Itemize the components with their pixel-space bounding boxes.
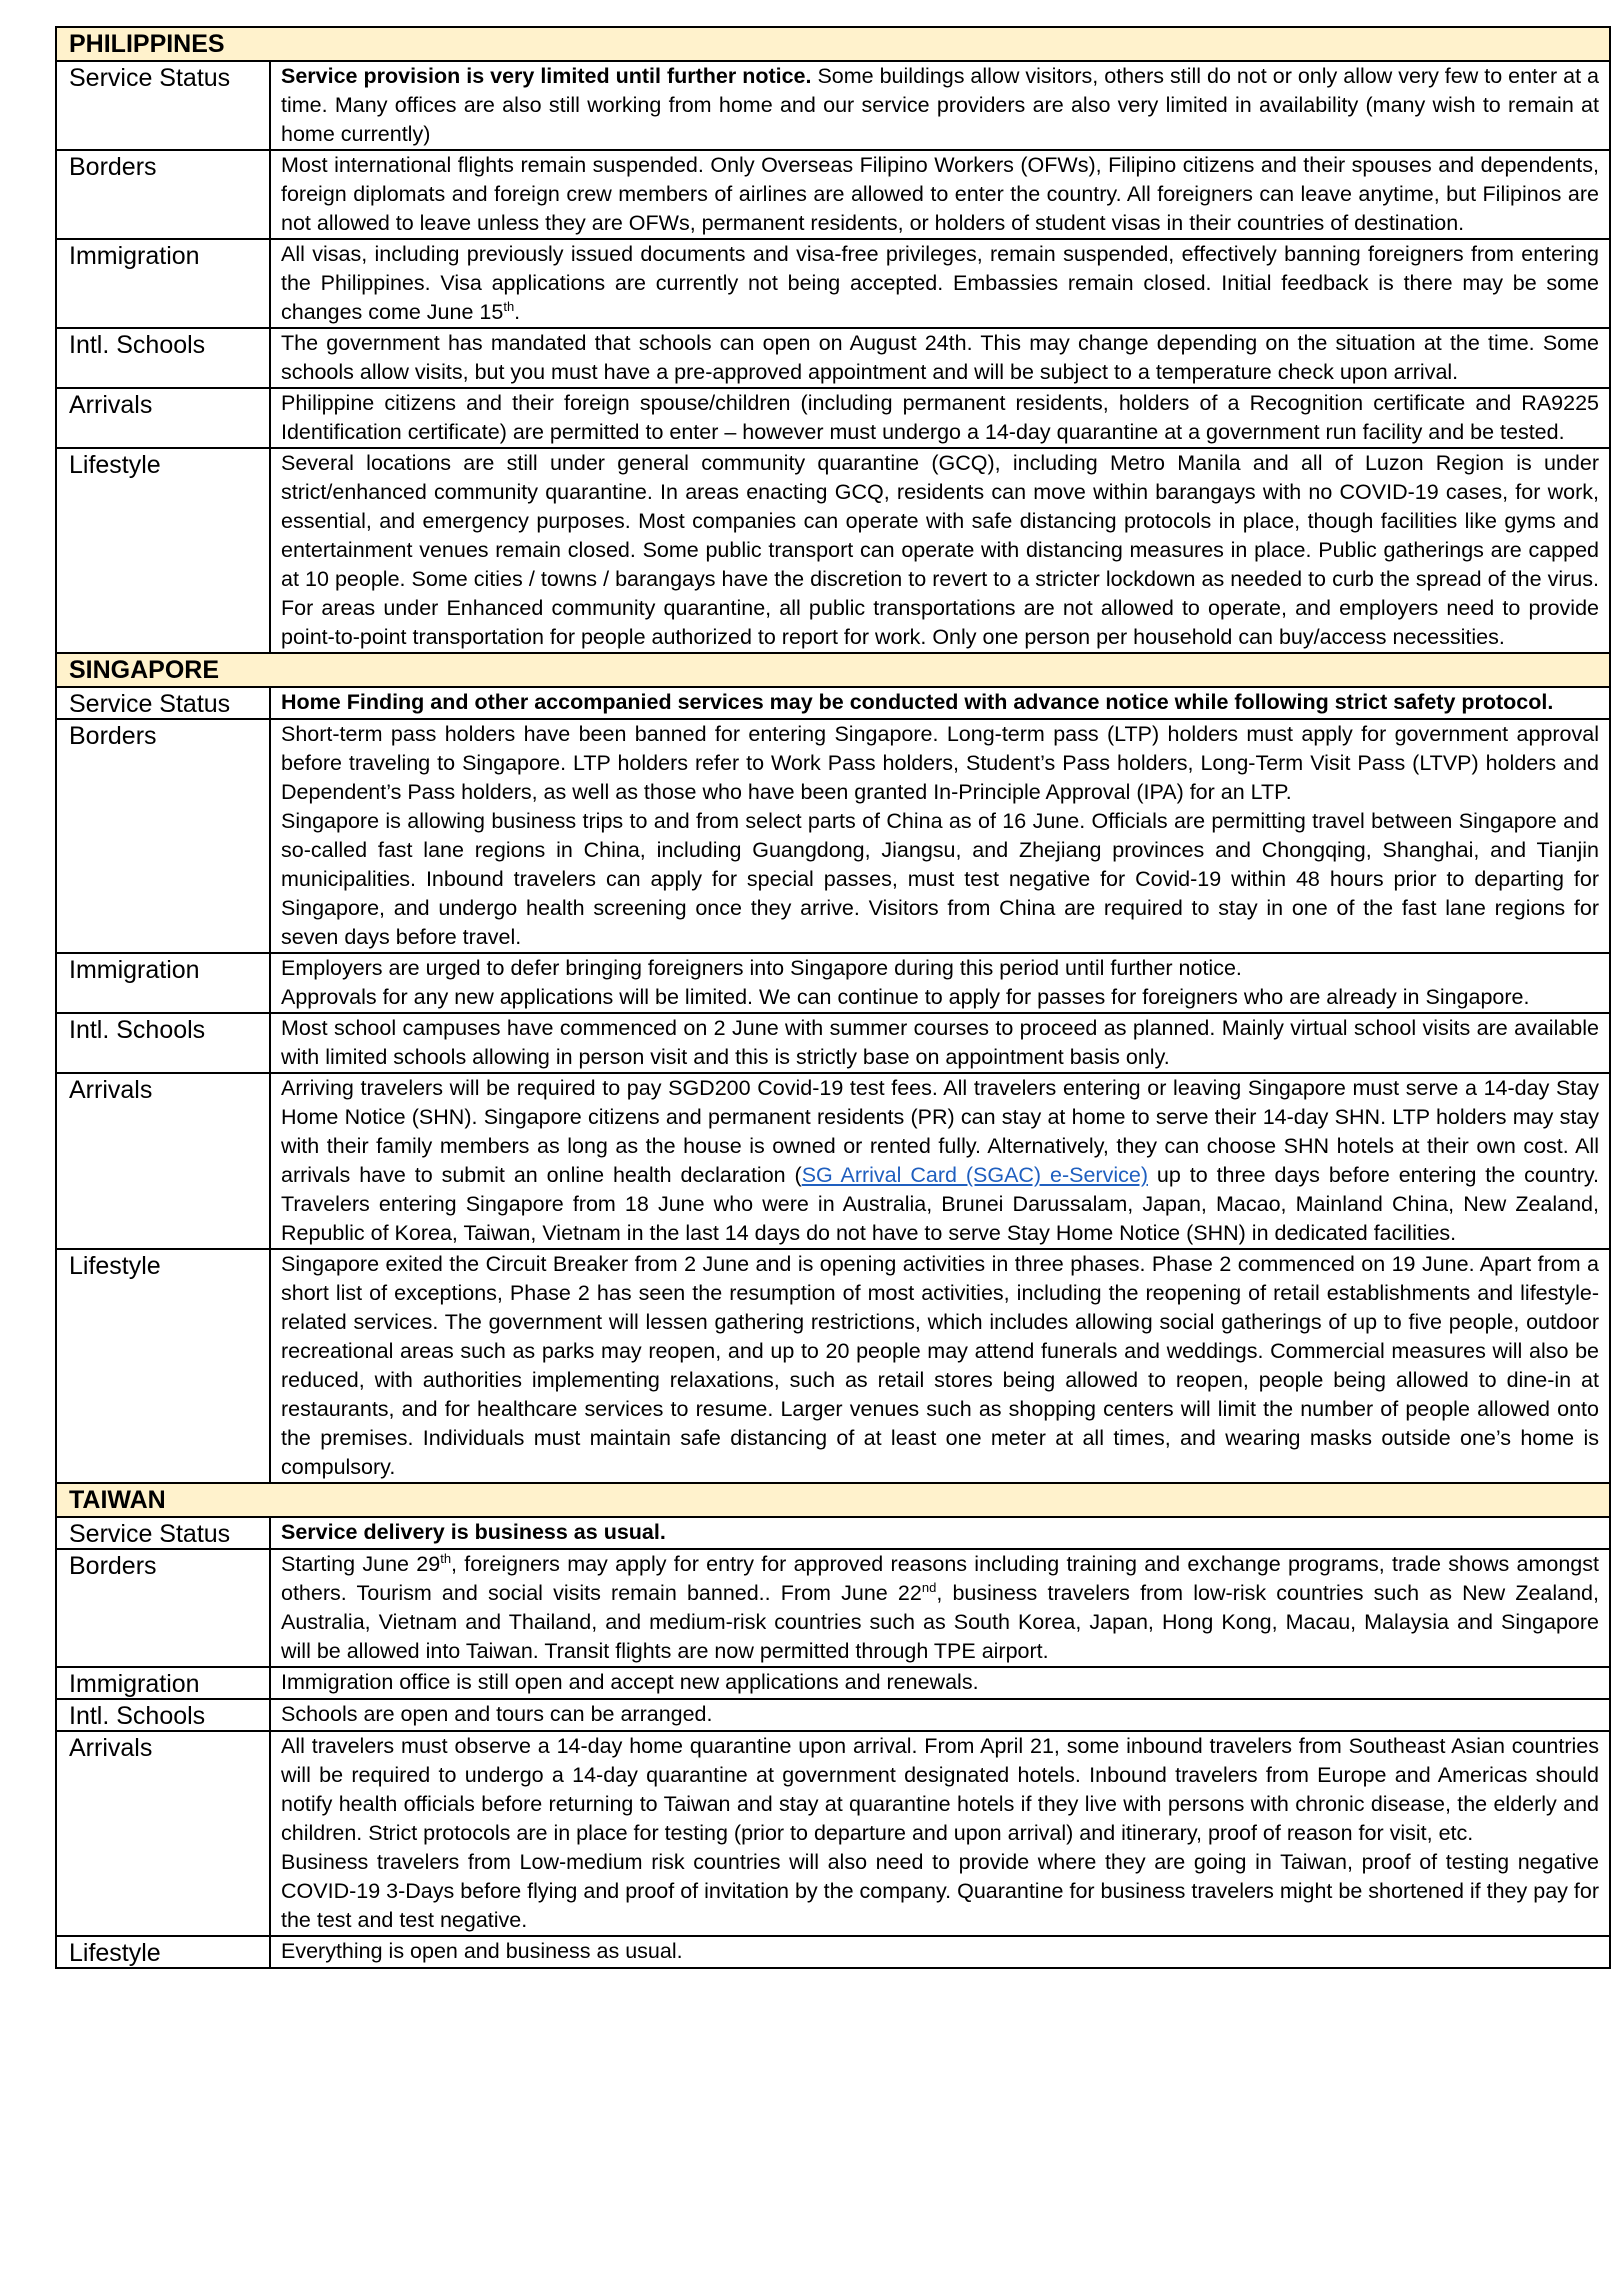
row-label: Immigration bbox=[56, 239, 270, 328]
row-label: Immigration bbox=[56, 1667, 270, 1699]
row-paragraph: All travelers must observe a 14-day home quarantine upon arrival. From April 21, some inbound travelers from Southeast Asian countries will be required to undergo a 14-day quarantine at government designated hotels. Inbound travelers from Europe and Americas should notify health officials before returning to Taiwan and stay at quarantine hotels if they live with persons with chronic disease, the elderly and children. Strict protocols are in place for testing (prior to departure and upon arrival) and itinerary, proof of reason for visit, etc. bbox=[281, 1734, 1599, 1845]
table-row bbox=[56, 61, 1610, 150]
table-row bbox=[56, 1699, 1610, 1731]
row-content: Schools are open and tours can be arranged. bbox=[270, 1699, 1610, 1731]
row-label: Arrivals bbox=[56, 1731, 270, 1936]
table-row bbox=[56, 1936, 1610, 1968]
country-status-table bbox=[55, 26, 1611, 1969]
service-status-lead: Service delivery is business as usual. bbox=[281, 1520, 666, 1544]
country-name: SINGAPORE bbox=[56, 653, 1610, 687]
service-status-lead: Home Finding and other accompanied services may be conducted with advance notice while following strict safety protocol. bbox=[281, 690, 1554, 714]
row-content bbox=[270, 1549, 1610, 1667]
row-content bbox=[270, 61, 1610, 150]
row-content bbox=[270, 719, 1610, 953]
table-row bbox=[56, 1667, 1610, 1699]
table-row bbox=[56, 1549, 1610, 1667]
superscript: th bbox=[440, 1550, 452, 1566]
row-text-tail: up to three days before entering the country. Travelers entering Singapore from 18 June who were in Australia, Brunei Darussalam, Japan, Macao, Mainland China, New Zealand, Republic of Korea, Taiwan, Vietnam in the last 14 days do not have to serve Stay Home Notice (SHN) in dedicated facilities. bbox=[281, 1163, 1599, 1245]
table-row bbox=[56, 388, 1610, 448]
table-row bbox=[56, 1013, 1610, 1073]
row-label: Service Status bbox=[56, 61, 270, 150]
superscript: th bbox=[503, 298, 515, 314]
row-paragraph: Singapore is allowing business trips to and from select parts of China as of 16 June. Officials are permitting travel between Singapore and so-called fast lane regions in China, including Guangdong, Jiangsu, and Zhejiang provinces and Chongqing, Shanghai, and Tianjin municipalities. Inbound travelers can apply for special passes, must test negative for Covid-19 within 48 hours prior to departing for Singapore, and undergo health screening once they arrive. Visitors from China are required to stay in one of the fast lane regions for seven days before travel. bbox=[281, 809, 1599, 949]
table-row bbox=[56, 719, 1610, 953]
row-text-tail: , business travelers from low-risk countries such as New Zealand, Australia, Vietnam and Thailand, and medium-risk countries such as South Korea, Japan, Hong Kong, Macau, Malaysia and Singapore will be allowed into Taiwan. Transit flights are now permitted through TPE airport. bbox=[281, 1581, 1599, 1663]
row-content bbox=[270, 1731, 1610, 1936]
country-name: PHILIPPINES bbox=[56, 27, 1610, 61]
superscript: nd bbox=[921, 1579, 937, 1595]
row-label: Intl. Schools bbox=[56, 1013, 270, 1073]
row-content: Philippine citizens and their foreign spouse/children (including permanent residents, holders of a Recognition certificate and RA9225 Identification certificate) are permitted to enter – however must undergo a 14-day quarantine at a government run facility and be tested. bbox=[270, 388, 1610, 448]
table-row bbox=[56, 150, 1610, 239]
row-label: Service Status bbox=[56, 1517, 270, 1549]
row-content bbox=[270, 1073, 1610, 1249]
row-label: Arrivals bbox=[56, 388, 270, 448]
country-name: TAIWAN bbox=[56, 1483, 1610, 1517]
row-label: Borders bbox=[56, 150, 270, 239]
row-label: Lifestyle bbox=[56, 1936, 270, 1968]
country-header-philippines bbox=[56, 27, 1610, 61]
row-text: Some buildings allow visitors, others still do not or only allow very few to enter at a time. Many offices are also still working from home and our service providers are also very limited in availability (many wish to remain at home currently) bbox=[281, 64, 1599, 146]
sgac-eservice-link[interactable]: SG Arrival Card (SGAC) e-Service) bbox=[801, 1163, 1148, 1187]
row-paragraph: Approvals for any new applications will be limited. We can continue to apply for passes for foreigners who are already in Singapore. bbox=[281, 985, 1530, 1009]
row-label: Intl. Schools bbox=[56, 328, 270, 388]
row-label: Lifestyle bbox=[56, 448, 270, 653]
row-text: Arriving travelers will be required to pay SGD200 Covid-19 test fees. All travelers entering or leaving Singapore must serve a 14-day Stay Home Notice (SHN). Singapore citizens and permanent residents (PR) can stay at home to serve their 14-day SHN. LTP holders may stay with their family members as long as the house is owned or rented fully. Alternatively, they can choose SHN hotels at their own cost. All arrivals have to submit an online health declaration ( bbox=[281, 1076, 1599, 1187]
row-content: Immigration office is still open and accept new applications and renewals. bbox=[270, 1667, 1610, 1699]
table-row bbox=[56, 448, 1610, 653]
country-header-singapore bbox=[56, 653, 1610, 687]
table-row bbox=[56, 1517, 1610, 1549]
row-content: Everything is open and business as usual. bbox=[270, 1936, 1610, 1968]
service-status-lead: Service provision is very limited until further notice. bbox=[281, 64, 812, 88]
row-content: Several locations are still under general community quarantine (GCQ), including Metro Manila and all of Luzon Region is under strict/enhanced community quarantine. In areas enacting GCQ, residents can move within barangays with no COVID-19 cases, for work, essential, and emergency purposes. Most companies can operate with safe distancing protocols in place, though facilities like gyms and entertainment venues remain closed. Some public transport can operate with distancing measures in place. Public gatherings are capped at 10 people. Some cities / towns / barangays have the discretion to revert to a stricter lockdown as needed to curb the spread of the virus. For areas under Enhanced community quarantine, all public transportations are not allowed to operate, and employers need to provide point-to-point transportation for people authorized to report for work. Only one person per household can buy/access necessities. bbox=[270, 448, 1610, 653]
table-row bbox=[56, 328, 1610, 388]
table-row bbox=[56, 953, 1610, 1013]
table-row bbox=[56, 1073, 1610, 1249]
row-content bbox=[270, 1517, 1610, 1549]
row-label: Service Status bbox=[56, 687, 270, 719]
row-content: Singapore exited the Circuit Breaker from 2 June and is opening activities in three phases. Phase 2 commenced on 19 June. Apart from a short list of exceptions, Phase 2 has seen the resumption of most activities, including the reopening of retail establishments and lifestyle-related services. The government will lessen gathering restrictions, which includes allowing social gatherings of up to five people, outdoor recreational areas such as parks may reopen, and up to 20 people may attend funerals and weddings. Commercial measures will also be reduced, with authorities implementing relaxations, such as retail stores being allowed to reopen, people being allowed to dine-in at restaurants, and for healthcare services to resume. Larger venues such as shopping centers will limit the number of people allowed onto the premises. Individuals must maintain safe distancing of at least one meter at all times, and wearing masks outside one’s home is compulsory. bbox=[270, 1249, 1610, 1483]
row-text: Starting June 29 bbox=[281, 1552, 441, 1576]
row-content: The government has mandated that schools can open on August 24th. This may change depending on the situation at the time. Some schools allow visits, but you must have a pre-approved appointment and will be subject to a temperature check upon arrival. bbox=[270, 328, 1610, 388]
row-label: Arrivals bbox=[56, 1073, 270, 1249]
row-label: Borders bbox=[56, 719, 270, 953]
row-label: Intl. Schools bbox=[56, 1699, 270, 1731]
row-paragraph: Employers are urged to defer bringing foreigners into Singapore during this period until further notice. bbox=[281, 956, 1242, 980]
row-paragraph: Business travelers from Low-medium risk countries will also need to provide where they are going in Taiwan, proof of testing negative COVID-19 3-Days before flying and proof of invitation by the company. Quarantine for business travelers might be shortened if they pay for the test and test negative. bbox=[281, 1850, 1599, 1932]
row-text: All visas, including previously issued documents and visa-free privileges, remain suspended, effectively banning foreigners from entering the Philippines. Visa applications are currently not being accepted. Embassies remain closed. Initial feedback is there may be some changes come June 15 bbox=[281, 242, 1599, 324]
table-row bbox=[56, 1249, 1610, 1483]
table-row bbox=[56, 1731, 1610, 1936]
row-paragraph: Short-term pass holders have been banned for entering Singapore. Long-term pass (LTP) holders must apply for government approval before traveling to Singapore. LTP holders refer to Work Pass holders, Student’s Pass holders, Long-Term Visit Pass (LTVP) holders and Dependent’s Pass holders, as well as those who have been granted In-Principle Approval (IPA) for an LTP. bbox=[281, 722, 1599, 804]
country-header-taiwan bbox=[56, 1483, 1610, 1517]
row-label: Immigration bbox=[56, 953, 270, 1013]
table-row bbox=[56, 687, 1610, 719]
row-text-tail: . bbox=[514, 300, 521, 324]
row-text-tail: , foreigners may apply for entry for approved reasons including training and exchange programs, trade shows amongst others. Tourism and social visits remain banned.. From June 22 bbox=[281, 1552, 1599, 1605]
row-content bbox=[270, 239, 1610, 328]
row-content: Most school campuses have commenced on 2 June with summer courses to proceed as planned. Mainly virtual school visits are available with limited schools allowing in person visit and this is strictly base on appointment basis only. bbox=[270, 1013, 1610, 1073]
row-content: Most international flights remain suspended. Only Overseas Filipino Workers (OFWs), Filipino citizens and their spouses and dependents, foreign diplomats and foreign crew members of airlines are allowed to enter the country. All foreigners can leave anytime, but Filipinos are not allowed to leave unless they are OFWs, permanent residents, or holders of student visas in their countries of destination. bbox=[270, 150, 1610, 239]
table-row bbox=[56, 239, 1610, 328]
row-content bbox=[270, 687, 1610, 719]
row-label: Lifestyle bbox=[56, 1249, 270, 1483]
row-label: Borders bbox=[56, 1549, 270, 1667]
row-content bbox=[270, 953, 1610, 1013]
country-status-document bbox=[55, 26, 1611, 1969]
